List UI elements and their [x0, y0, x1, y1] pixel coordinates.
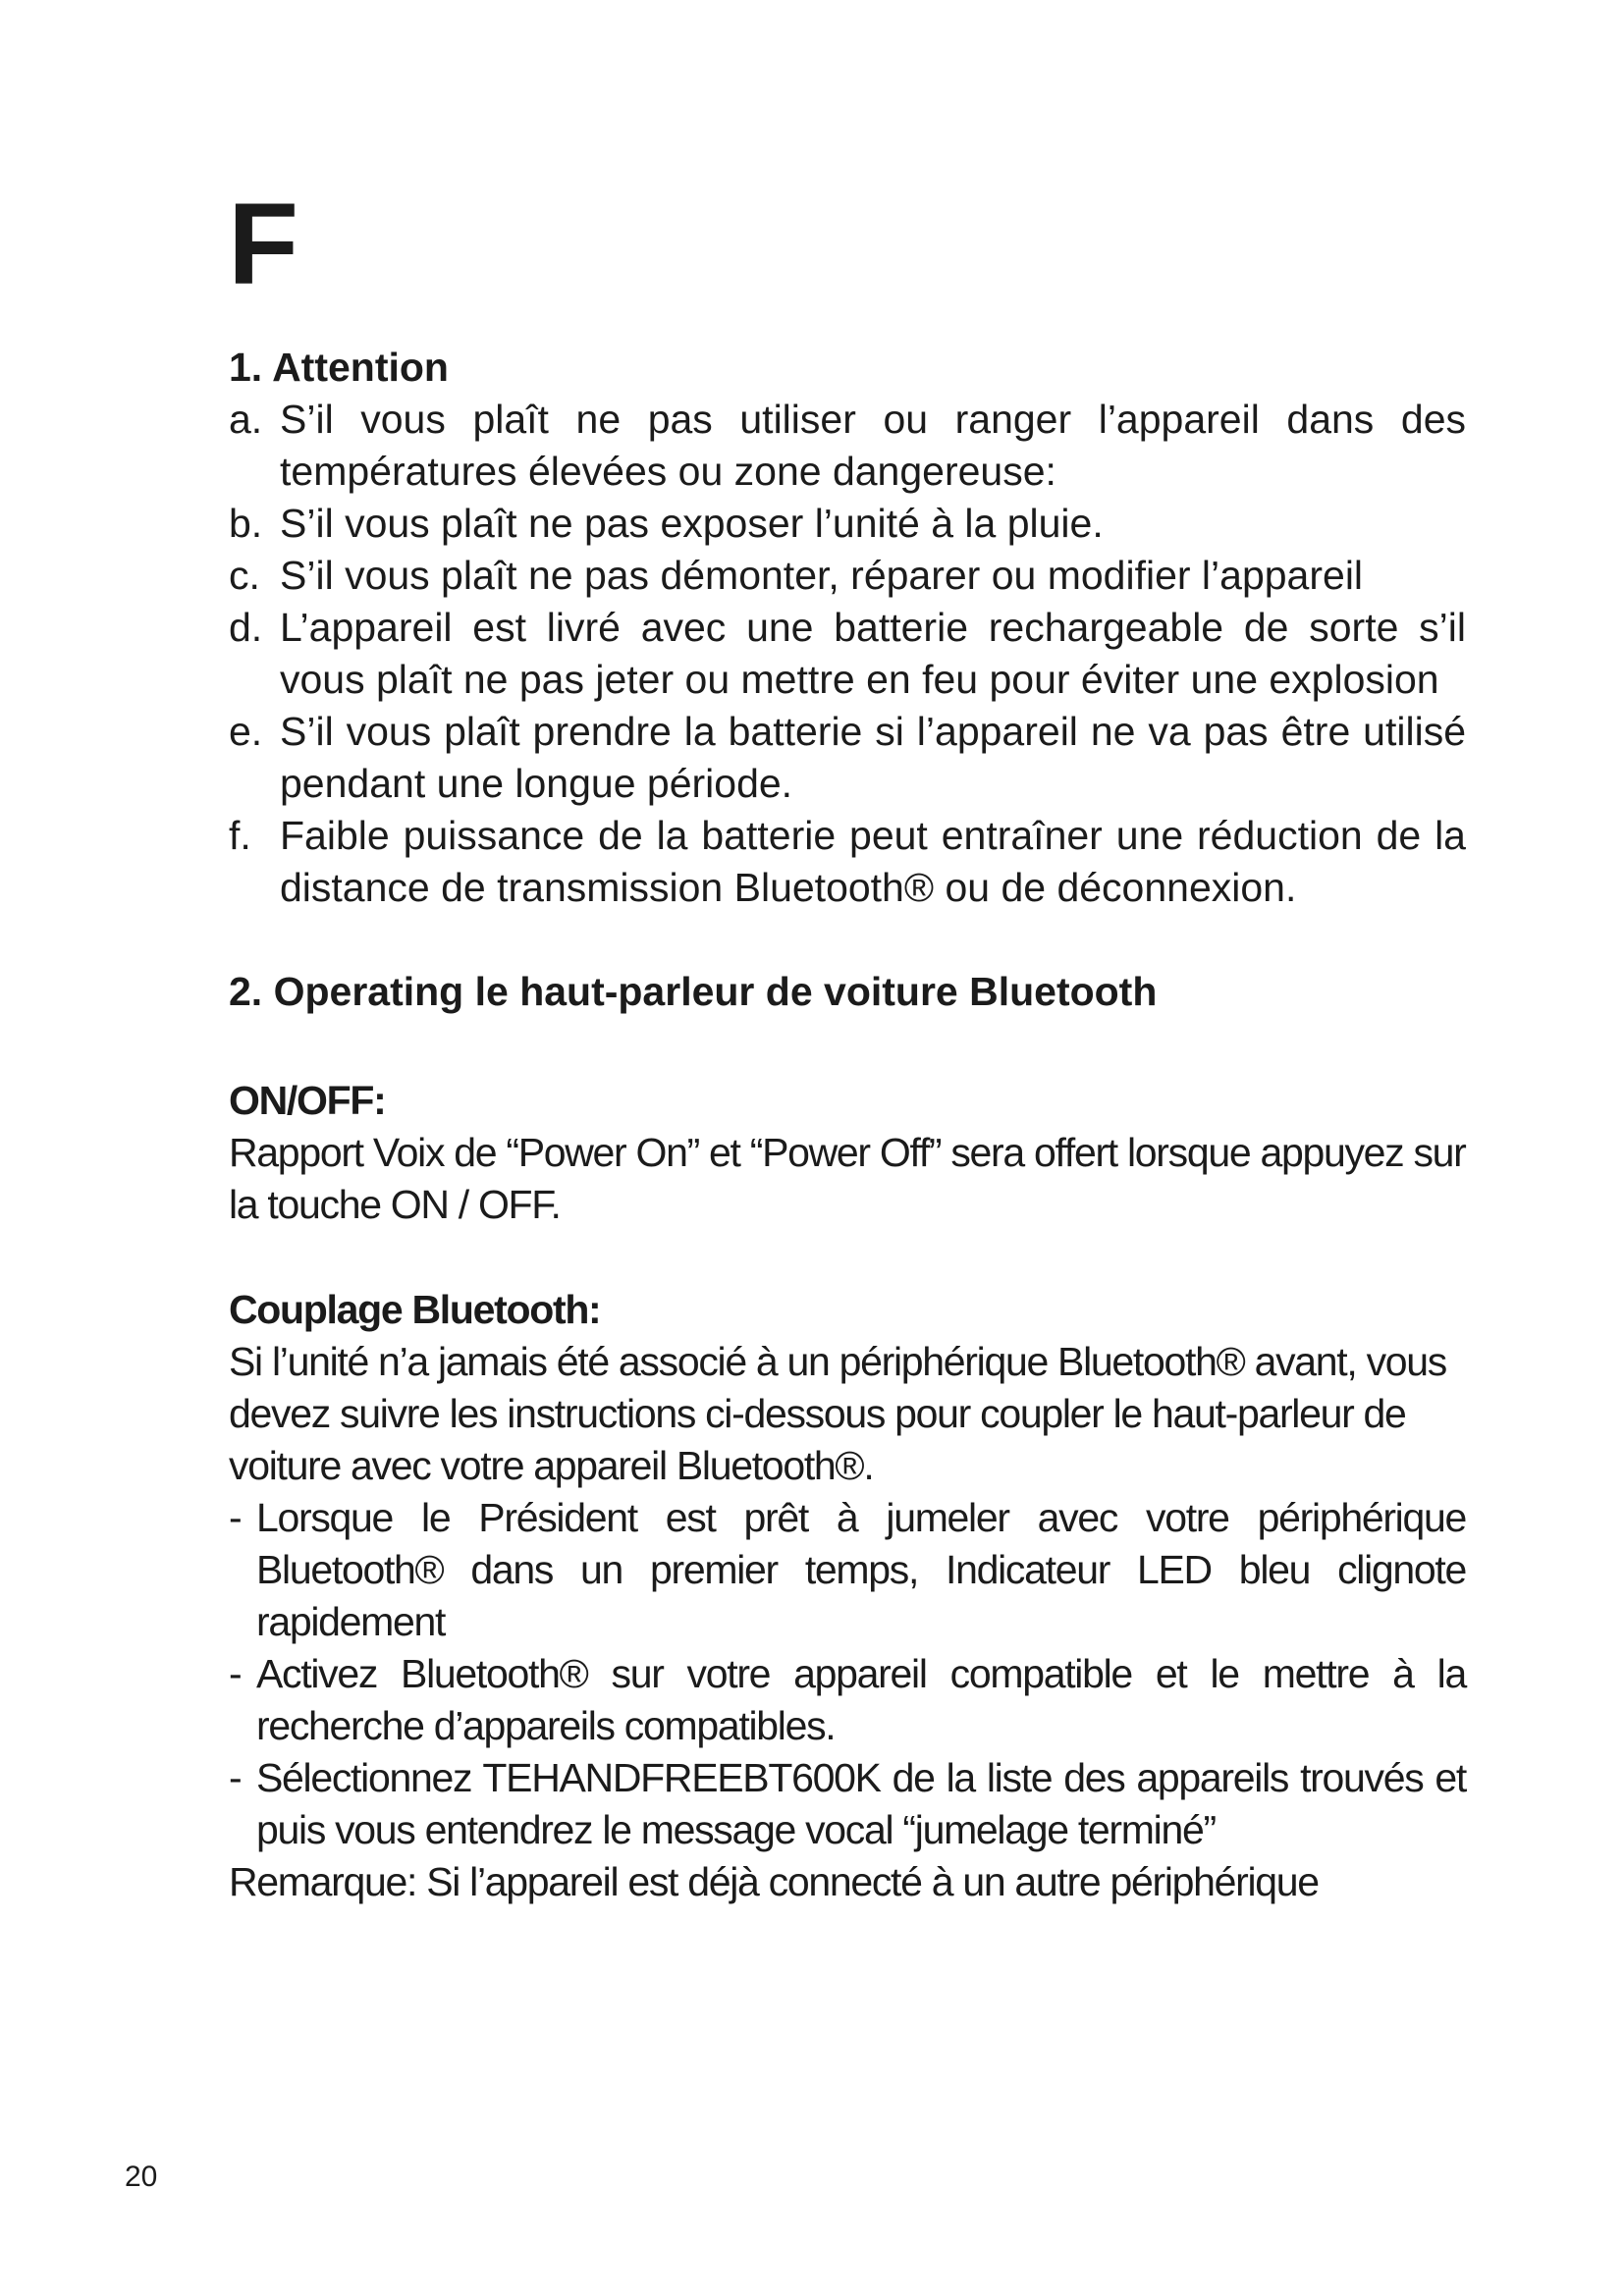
item-text: S’il vous plaît ne pas démonter, réparer ou modifier l’appareil [280, 553, 1364, 598]
onoff-heading: ON/OFF: [229, 1078, 386, 1123]
item-marker: b. [229, 501, 263, 546]
attention-item-d [229, 602, 1466, 706]
step-marker: - [229, 1651, 242, 1696]
item-marker: f. [229, 813, 251, 858]
pairing-step-3 [229, 1752, 1466, 1856]
step-text: Sélectionnez TEHANDFREEBT600K de la liste des appareils trouvés et puis vous entendrez le message vocal “jumelage terminé” [256, 1755, 1466, 1852]
step-text: Lorsque le Président est prêt à jumeler avec votre périphérique Bluetooth® dans un premier temps, Indicateur LED bleu clignote rapidement [256, 1495, 1466, 1644]
pairing-step-2 [229, 1648, 1466, 1752]
attention-item-e [229, 706, 1466, 810]
operating-section [229, 1075, 1466, 1908]
attention-item-c [229, 550, 1466, 602]
item-text: Faible puissance de la batterie peut entraîner une réduction de la distance de transmission Bluetooth® ou de déconnexion. [280, 813, 1466, 910]
attention-item-b [229, 498, 1466, 550]
step-text: Activez Bluetooth® sur votre appareil compatible et le mettre à la recherche d’appareils compatibles. [256, 1651, 1466, 1748]
pairing-intro: Si l’unité n’a jamais été associé à un périphérique Bluetooth® avant, vous devez suivre les instructions ci-dessous pour coupler le haut-parleur de voiture avec votre appareil Bluetooth®. [229, 1339, 1446, 1488]
attention-item-f [229, 810, 1466, 914]
item-text: S’il vous plaît prendre la batterie si l’appareil ne va pas être utilisé pendant une longue période. [280, 709, 1466, 806]
item-text: L’appareil est livré avec une batterie rechargeable de sorte s’il vous plaît ne pas jeter ou mettre en feu pour éviter une explosion [280, 605, 1466, 702]
language-letter: F [228, 180, 299, 309]
step-marker: - [229, 1755, 242, 1800]
item-marker: a. [229, 397, 263, 442]
document-body [229, 342, 1466, 1908]
attention-item-a [229, 394, 1466, 498]
pairing-heading: Couplage Bluetooth: [229, 1287, 601, 1332]
item-marker: d. [229, 605, 263, 650]
pairing-remark: Remarque: Si l’appareil est déjà connecté à un autre périphérique [229, 1859, 1319, 1904]
step-marker: - [229, 1495, 242, 1540]
item-marker: c. [229, 553, 260, 598]
item-text: S’il vous plaît ne pas utiliser ou ranger l’appareil dans des températures élevées ou zone dangereuse: [280, 397, 1466, 494]
section-2-heading: 2. Operating le haut-parleur de voiture Bluetooth [229, 969, 1158, 1014]
section-1-heading: 1. Attention [229, 345, 449, 390]
item-text: S’il vous plaît ne pas exposer l’unité à la pluie. [280, 501, 1104, 546]
pairing-steps [229, 1492, 1466, 1856]
pairing-step-1 [229, 1492, 1466, 1648]
page-number: 20 [125, 2161, 158, 2193]
item-marker: e. [229, 709, 263, 754]
attention-list [229, 394, 1466, 914]
onoff-text: Rapport Voix de “Power On” et “Power Off” sera offert lorsque appuyez sur la touche ON / OFF. [229, 1130, 1466, 1227]
